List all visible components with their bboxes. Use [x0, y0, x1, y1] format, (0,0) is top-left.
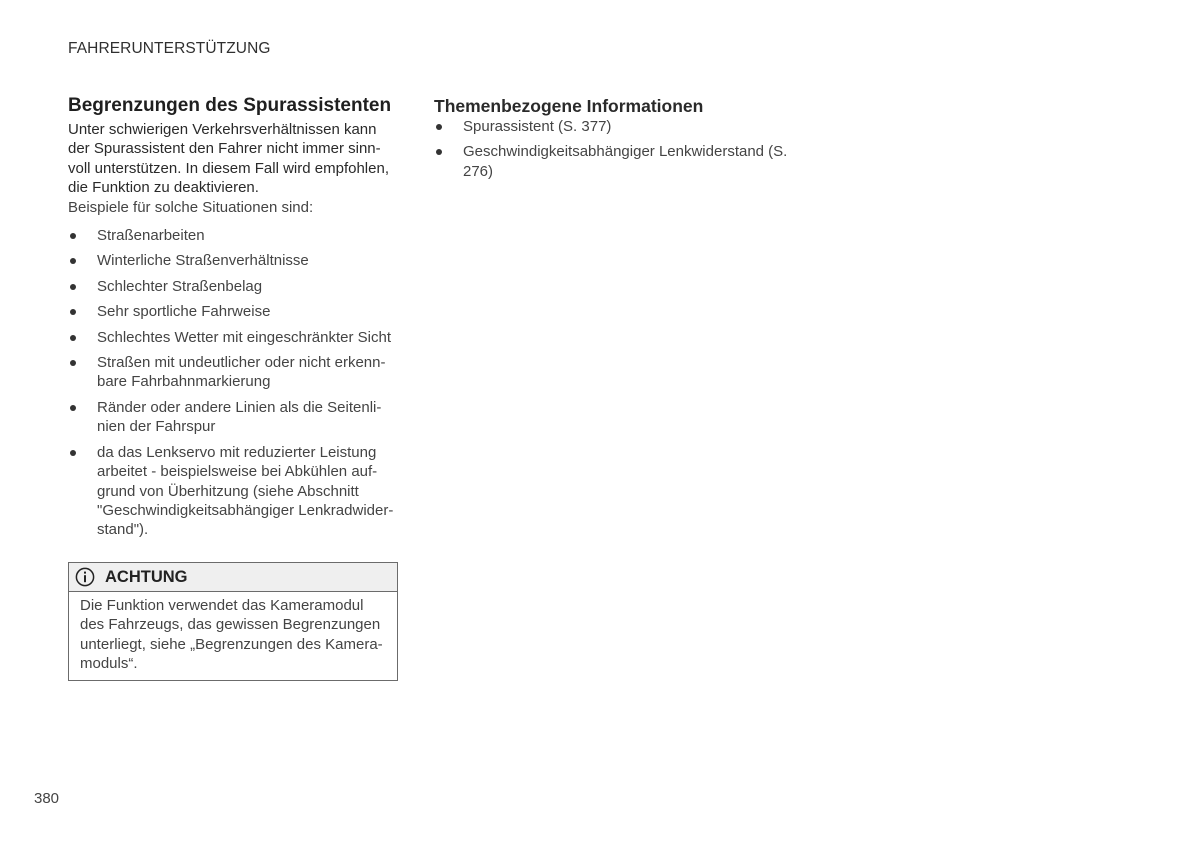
list-item	[68, 353, 402, 392]
chapter-header: FAHRERUNTERSTÜTZUNG	[68, 40, 271, 57]
list-item-text: Straßen mit undeutlicher oder nicht erkenn-bare Fahrbahnmarkierung	[97, 354, 386, 391]
list-item	[68, 277, 402, 296]
intro-subline: Beispiele für solche Situationen sind:	[68, 198, 314, 216]
related-link[interactable]	[434, 142, 794, 181]
list-item-text: Ränder oder andere Linien als die Seitenli-nien der Fahrspur	[97, 398, 382, 436]
related-link[interactable]	[434, 117, 794, 136]
bullet-icon	[436, 124, 442, 130]
list-item	[68, 251, 402, 270]
list-item-text: Schlechter Straßenbelag	[97, 277, 263, 295]
bullet-icon	[70, 258, 76, 264]
bullet-icon	[70, 450, 76, 456]
info-icon	[75, 567, 95, 587]
bullet-icon	[70, 335, 76, 341]
bullet-icon	[70, 405, 76, 411]
warning-text: Die Funktion verwendet das Kameramodul des Fahrzeugs, das gewissen Begrenzungen unterliegt, siehe „Begrenzungen des Kamera-moduls“.	[80, 597, 383, 673]
list-item	[68, 302, 402, 321]
bullet-icon	[70, 360, 76, 366]
list-item	[68, 443, 402, 540]
related-link-text[interactable]: Spurassistent (S. 377)	[463, 118, 612, 135]
bullet-icon	[70, 284, 76, 290]
list-item	[68, 328, 402, 347]
list-item-text: Straßenarbeiten	[97, 227, 205, 245]
related-list	[434, 117, 794, 181]
main-section	[68, 94, 402, 546]
warning-box	[68, 562, 398, 681]
related-link-text[interactable]: Geschwindigkeitsabhängiger Lenkwiderstand (S. 276)	[463, 143, 788, 180]
list-item	[68, 398, 402, 437]
list-item-text: Sehr sportliche Fahrweise	[97, 303, 271, 321]
related-title: Themenbezogene Informationen	[434, 96, 704, 116]
warning-title: ACHTUNG	[105, 567, 188, 586]
list-item-text: da das Lenkservo mit reduzierter Leistung arbeitet - beispielsweise bei Abkühlen auf-grund von Überhitzung (siehe Abschnitt "Geschwindigkeitsabhängiger Lenkradwider-stand").	[97, 443, 394, 539]
list-item-text: Winterliche Straßenverhältnisse	[97, 252, 309, 270]
list-item-text: Schlechtes Wetter mit eingeschränkter Sicht	[97, 328, 392, 346]
intro-paragraph: Unter schwierigen Verkehrsverhältnissen kann der Spurassistent den Fahrer nicht immer sinn-voll unterstützen. In diesem Fall wird empfohlen, die Funktion zu deaktivieren.	[68, 121, 389, 197]
section-title: Begrenzungen des Spurassistenten	[68, 95, 392, 116]
bullet-icon	[70, 233, 76, 239]
situation-list	[68, 226, 402, 540]
list-item	[68, 226, 402, 245]
bullet-icon	[70, 309, 76, 315]
related-section	[434, 95, 794, 187]
page-number: 380	[34, 790, 60, 807]
bullet-icon	[436, 149, 442, 155]
warning-header	[69, 563, 397, 592]
